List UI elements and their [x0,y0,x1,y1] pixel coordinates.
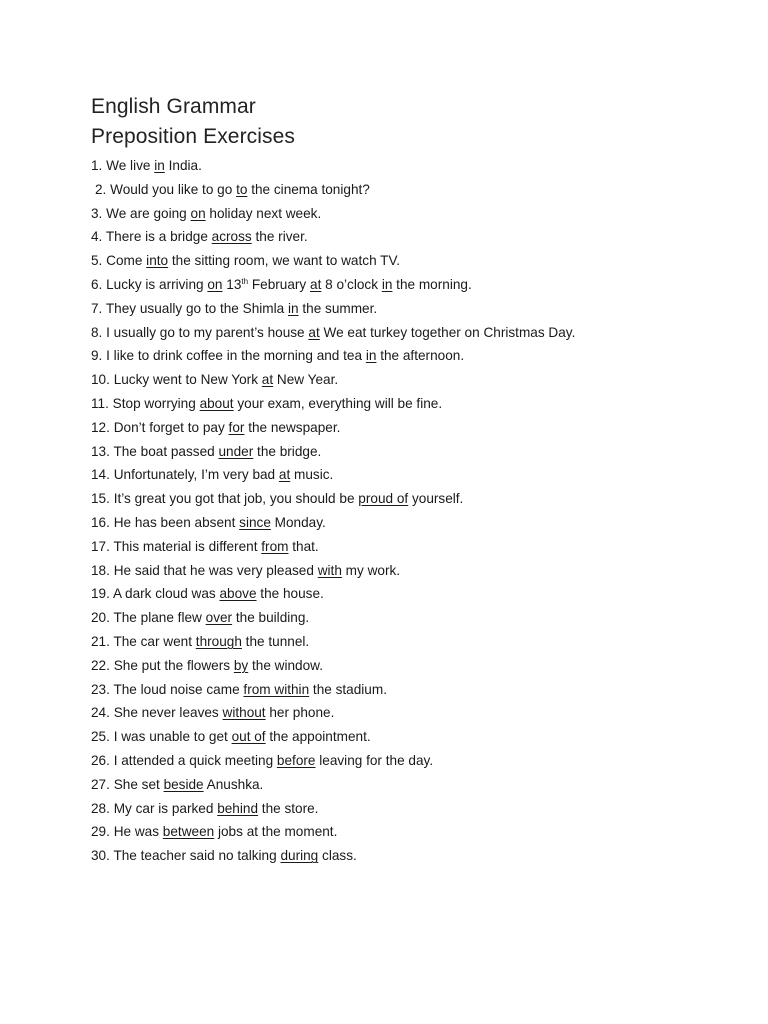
sentence-text: Anushka. [203,776,264,792]
answer-preposition: across [211,229,252,245]
exercise-item [91,606,575,630]
answer-preposition: under [218,443,254,459]
answer-preposition: in [381,276,393,292]
sentence-text: the store. [258,800,319,816]
exercise-number: 30. [91,848,110,864]
answer-preposition: to [236,181,248,197]
exercise-item [91,630,575,654]
exercise-number: 11. [91,395,109,411]
sentence-text: There is a bridge [105,229,212,245]
sentence-text: leaving for the day. [315,752,434,768]
sentence-text: 8 o’clock [321,276,382,292]
answer-preposition: in [154,158,165,173]
answer-preposition: above [219,586,257,602]
exercise-number: 21. [91,633,110,649]
exercise-item [91,797,575,821]
exercise-number: 9. [91,348,103,364]
exercise-item [91,487,575,511]
exercise-number: 20. [91,610,110,626]
sentence-text: Lucky went to New York [113,372,262,388]
exercise-number: 15. [91,491,110,507]
sentence-text: Monday. [270,514,326,530]
sentence-text: Don’t forget to pay [113,419,229,435]
sentence-text: the window. [248,657,324,673]
exercise-number: 25. [91,729,110,745]
sentence-text: Would you like to go [110,181,237,197]
exercise-list [91,154,575,868]
exercise-item [91,654,575,678]
sentence-text: It’s great you got that job, you should be [113,491,359,507]
exercise-item [91,154,575,178]
exercise-number: 16. [91,514,110,530]
exercise-item [91,321,575,345]
answer-preposition: by [233,657,249,673]
sentence-text: the stadium. [309,681,387,697]
sentence-text: The boat passed [113,443,219,459]
exercise-number: 7. [91,300,103,316]
exercise-item [91,344,575,368]
sentence-text: the afternoon. [376,348,465,364]
sentence-text: the sitting room, we want to watch TV. [168,253,401,269]
exercise-number: 4. [91,229,103,245]
exercise-number: 14. [91,467,110,483]
exercise-item [91,202,575,226]
sentence-text: The teacher said no talking [113,848,281,864]
sentence-text: He has been absent [113,514,240,530]
exercise-number: 12. [91,419,110,435]
answer-preposition: from [261,538,289,554]
answer-preposition: on [207,276,223,292]
answer-preposition: beside [163,776,204,792]
exercise-item [91,297,575,321]
answer-preposition: between [162,824,215,840]
sentence-text: February [248,276,311,292]
answer-preposition: into [146,253,169,269]
sentence-text: The plane flew [113,610,206,626]
exercise-number: 6. [91,276,103,292]
sentence-text: A dark cloud was [112,586,220,602]
sentence-text: jobs at the moment. [214,824,338,840]
answer-preposition: during [280,848,319,864]
answer-preposition: on [190,205,206,221]
exercise-number: 26. [91,752,110,768]
answer-preposition: for [228,419,245,435]
sentence-text: He said that he was very pleased [113,562,318,578]
exercise-number: 23. [91,681,110,697]
answer-preposition: from within [243,681,310,697]
sentence-text: He was [113,824,163,840]
exercise-number: 13. [91,443,110,459]
exercise-item [91,392,575,416]
sentence-text: your exam, everything will be fine. [233,395,443,411]
sentence-text: music. [290,467,334,483]
answer-preposition: in [365,348,377,364]
exercise-item [91,678,575,702]
sentence-text: They usually go to the Shimla [105,300,288,316]
sentence-text: I usually go to my parent’s house [106,324,309,340]
exercise-number: 17. [91,538,110,554]
answer-preposition: before [276,752,316,768]
exercise-item [91,249,575,273]
exercise-item [91,368,575,392]
answer-preposition: at [278,467,291,483]
exercise-item [91,582,575,606]
answer-preposition: through [195,633,242,649]
exercise-item [91,440,575,464]
exercise-item [91,273,575,297]
exercise-item [91,820,575,844]
sentence-text: She put the flowers [113,657,234,673]
sentence-text: We are going [106,205,191,221]
exercise-item [91,844,575,868]
sentence-text: Come [106,253,147,269]
answer-preposition: in [287,300,299,316]
exercise-item [91,416,575,440]
sentence-text: The car went [113,633,196,649]
sentence-text: We eat turkey together on Christmas Day. [319,324,576,340]
sentence-text: My car is parked [113,800,218,816]
answer-preposition: since [239,514,271,530]
sentence-text: We live [106,158,155,173]
document-title: English Grammar [91,95,256,118]
exercise-item [91,225,575,249]
answer-preposition: with [317,562,342,578]
exercise-number: 27. [91,776,110,792]
answer-preposition: behind [217,800,259,816]
sentence-text: the river. [251,229,308,245]
ordinal-suffix: th [241,276,249,286]
exercise-item [91,773,575,797]
sentence-text: that. [288,538,319,554]
sentence-text: the house. [256,586,324,602]
exercise-number: 29. [91,824,110,840]
exercise-number: 10. [91,372,110,388]
sentence-text: New Year. [273,372,339,388]
answer-preposition: out of [231,729,266,745]
exercise-item [91,463,575,487]
sentence-text: 13 [222,276,242,292]
answer-preposition: over [205,610,233,626]
sentence-text: This material is different [113,538,262,554]
sentence-text: Stop worrying [112,395,200,411]
sentence-text: class. [318,848,357,864]
sentence-text: the cinema tonight? [247,181,370,197]
sentence-text: my work. [341,562,401,578]
sentence-text: She set [113,776,164,792]
sentence-text: She never leaves [113,705,223,721]
document-subtitle: Preposition Exercises [91,125,296,148]
exercise-number: 2. [95,181,107,197]
answer-preposition: at [308,324,320,340]
sentence-text: the appointment. [265,729,371,745]
sentence-text: the summer. [298,300,378,316]
exercise-number: 24. [91,705,110,721]
exercise-item [91,701,575,725]
exercise-item [91,749,575,773]
sentence-text: holiday next week. [205,205,322,221]
sentence-text: yourself. [408,491,464,507]
sentence-text: the newspaper. [244,419,341,435]
sentence-text: I like to drink coffee in the morning and tea [106,348,366,364]
answer-preposition: proud of [358,491,409,507]
sentence-text: her phone. [265,705,335,721]
sentence-text: the building. [232,610,310,626]
exercise-item [91,178,575,202]
sentence-text: India. [164,158,202,173]
exercise-number: 5. [91,253,103,269]
sentence-text: Unfortunately, I’m very bad [113,467,279,483]
sentence-text: the morning. [392,276,472,292]
answer-preposition: without [222,705,266,721]
exercise-number: 19. [91,586,110,602]
sentence-text: I attended a quick meeting [113,752,277,768]
sentence-text: the tunnel. [241,633,310,649]
exercise-item [91,535,575,559]
exercise-number: 8. [91,324,103,340]
exercise-number: 3. [91,205,103,221]
answer-preposition: at [310,276,322,292]
exercise-number: 28. [91,800,110,816]
answer-preposition: at [261,372,274,388]
sentence-text: I was unable to get [113,729,232,745]
exercise-number: 1. [91,158,103,173]
sentence-text: the bridge. [253,443,322,459]
exercise-number: 22. [91,657,110,673]
sentence-text: The loud noise came [113,681,244,697]
exercise-item [91,511,575,535]
exercise-number: 18. [91,562,110,578]
exercise-item [91,559,575,583]
sentence-text: Lucky is arriving [106,276,208,292]
answer-preposition: about [199,395,234,411]
exercise-item [91,725,575,749]
